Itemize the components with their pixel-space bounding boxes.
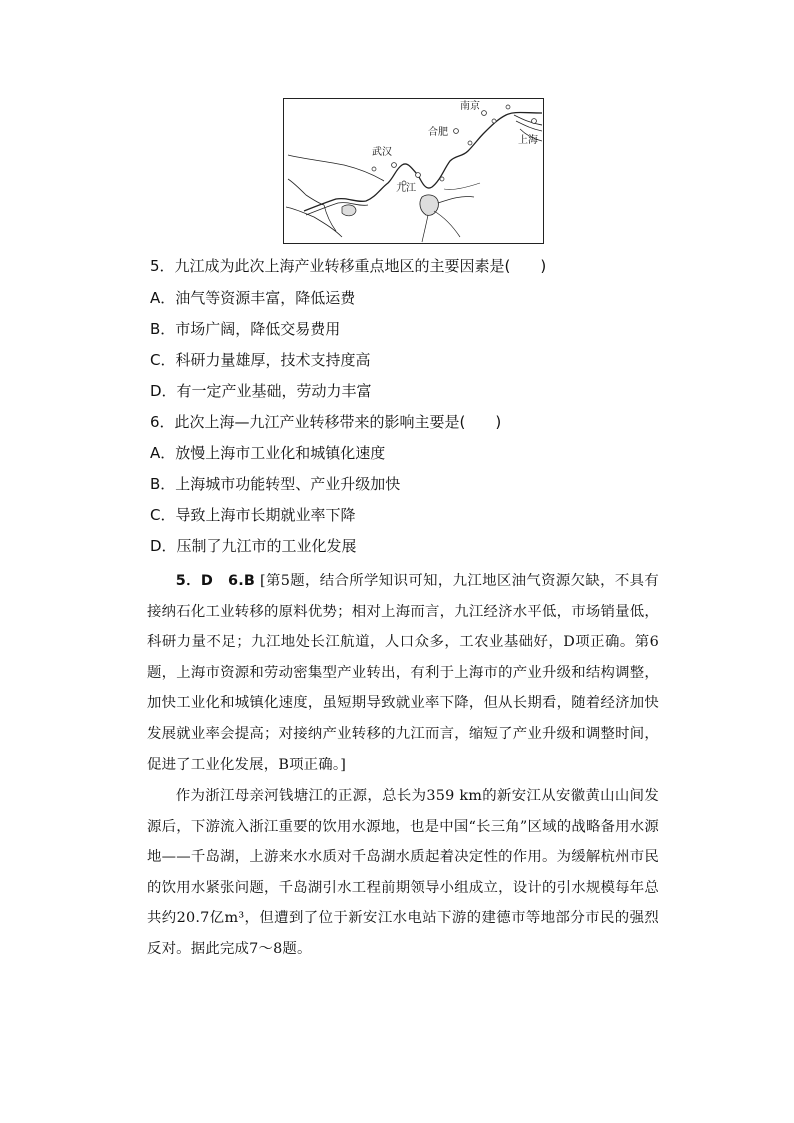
question-5-option-b: B．市场广阔，降低交易费用 xyxy=(150,320,341,338)
reading-passage: 作为浙江母亲河钱塘江的正源，总长为359 km的新安江从安徽黄山山间发源后，下游流入浙江重要的饮用水源地，也是中国“长三角”区域的战略备用水源地——千岛湖，上游来水水质对千岛湖水质起着决定性的作用。为缓解杭州市民的饮用水紧张问题，千岛湖引水工程前期领导小组成立，设计的引水规模每年总共约20.7亿m³，但遭到了位于新安江水电站下游的建德市等地部分市民的强烈反对。据此完成7～8题。 xyxy=(147,788,659,957)
question-6-option-c: C．导致上海市长期就业率下降 xyxy=(150,506,356,524)
answer-keys: 5．D 6.B xyxy=(175,573,256,589)
map-label-hefei: 合肥 xyxy=(428,127,448,138)
question-5-option-c: C．科研力量雄厚，技术支持度高 xyxy=(150,351,371,369)
city-marker-shanghai xyxy=(532,119,537,124)
question-6-stem: 6．此次上海—九江产业转移带来的影响主要是( ) xyxy=(150,413,502,431)
map-label-wuhan: 武汉 xyxy=(372,147,392,158)
dongting-lake xyxy=(342,205,356,216)
map-label-jiujiang: 九江 xyxy=(396,183,416,194)
question-6-option-b: B．上海城市功能转型、产业升级加快 xyxy=(150,475,401,493)
question-5-option-a: A．油气等资源丰富，降低运费 xyxy=(150,289,356,307)
map-label-nanjing: 南京 xyxy=(460,101,480,112)
map-figure xyxy=(283,98,544,244)
city-marker-nanjing xyxy=(482,111,487,116)
yangtze-river-map xyxy=(284,99,543,243)
map-label-shanghai: 上海 xyxy=(518,135,538,146)
city-marker-wuhan xyxy=(392,163,397,168)
question-5-stem: 5．九江成为此次上海产业转移重点地区的主要因素是( ) xyxy=(150,257,547,275)
question-5-option-d: D．有一定产业基础，劳动力丰富 xyxy=(150,382,372,400)
city-marker-hefei xyxy=(454,129,459,134)
answer-explanation: [第5题，结合所学知识可知，九江地区油气资源欠缺，不具有接纳石化工业转移的原料优势；相对上海而言，九江经济水平低，市场销量低，科研力量不足；九江地处长江航道，人口众多，工农业基础好，D项正确。第6题，上海市资源和劳动密集型产业转出，有利于上海市的产业升级和结构调整，加快工业化和城镇化速度，虽短期导致就业率下降，但从长期看，随着经济加快发展就业率会提高；对接纳产业转移的九江而言，缩短了产业升级和调整时间，促进了工业化发展，B项正确。] xyxy=(147,573,660,773)
question-6-option-d: D．压制了九江市的工业化发展 xyxy=(150,537,357,555)
question-6-option-a: A．放慢上海市工业化和城镇化速度 xyxy=(150,444,386,462)
answer-block xyxy=(147,566,659,780)
city-marker-jiujiang xyxy=(416,173,421,178)
